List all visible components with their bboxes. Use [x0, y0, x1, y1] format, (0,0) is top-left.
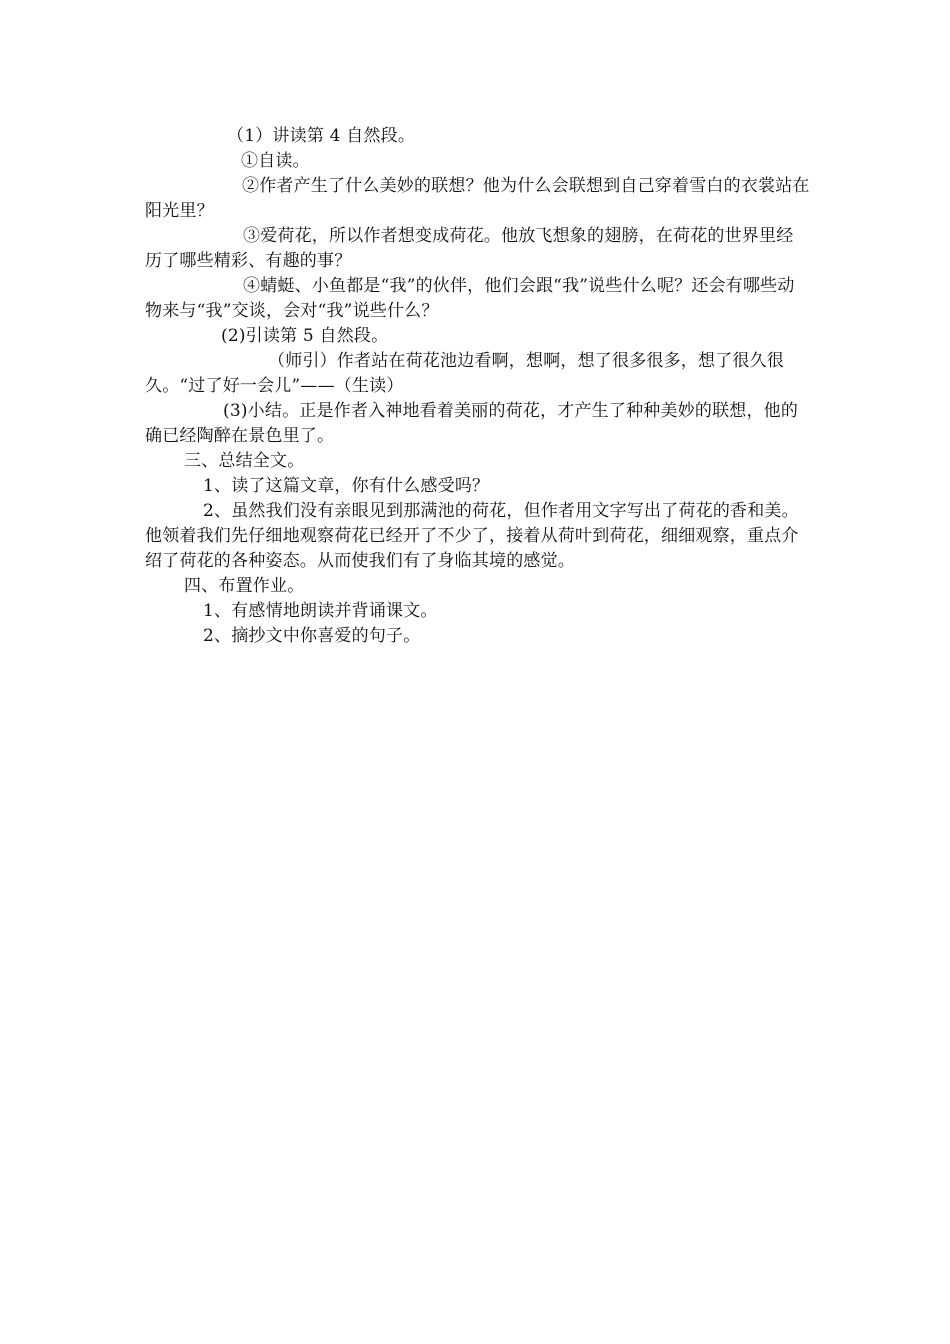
homework-item-copy-sentences: 2、摘抄文中你喜爱的句子。: [203, 626, 421, 646]
paragraph-self-read: ①自读。: [241, 151, 310, 171]
paragraph-teacher-guide: （师引）作者站在荷花池边看啊，想啊，想了很多很多，想了很久很久。“过了好一会儿”——（生读）: [145, 351, 784, 396]
list-item-feelings: 1、读了这篇文章，你有什么感受吗？: [203, 476, 490, 496]
paragraph-lecture-section-4: （1）讲读第 4 自然段。: [227, 126, 416, 146]
paragraph-guided-reading-section-5: (2)引读第 5 自然段。: [221, 326, 389, 346]
document-body: [145, 124, 810, 649]
heading-summary-full-text: 三、总结全文。: [184, 451, 305, 471]
paragraph-love-lotus: ③爱荷花，所以作者想变成荷花。他放飞想象的翅膀，在荷花的世界里经历了哪些精彩、有趣的事？: [145, 226, 794, 271]
paragraph-summary: (3)小结。正是作者入神地看着美丽的荷花，才产生了种种美妙的联想，他的确已经陶醉在景色里了。: [145, 401, 799, 446]
heading-homework: 四、布置作业。: [184, 576, 305, 596]
homework-item-recite: 1、有感情地朗读并背诵课文。: [203, 601, 438, 621]
paragraph-question-association: ②作者产生了什么美妙的联想？他为什么会联想到自己穿着雪白的衣裳站在阳光里？: [145, 176, 810, 221]
list-item-lotus-description: 2、虽然我们没有亲眼见到那满池的荷花，但作者用文字写出了荷花的香和美。他领着我们先仔细地观察荷花已经开了不少了，接着从荷叶到荷花，细细观察，重点介绍了荷花的各种姿态。从而使我们有了身临其境的感觉。: [145, 501, 799, 571]
paragraph-dragonfly-fish: ④蜻蜓、小鱼都是“我”的伙伴，他们会跟“我”说些什么呢？还会有哪些动物来与“我”交谈，会对“我”说些什么？: [145, 276, 795, 321]
